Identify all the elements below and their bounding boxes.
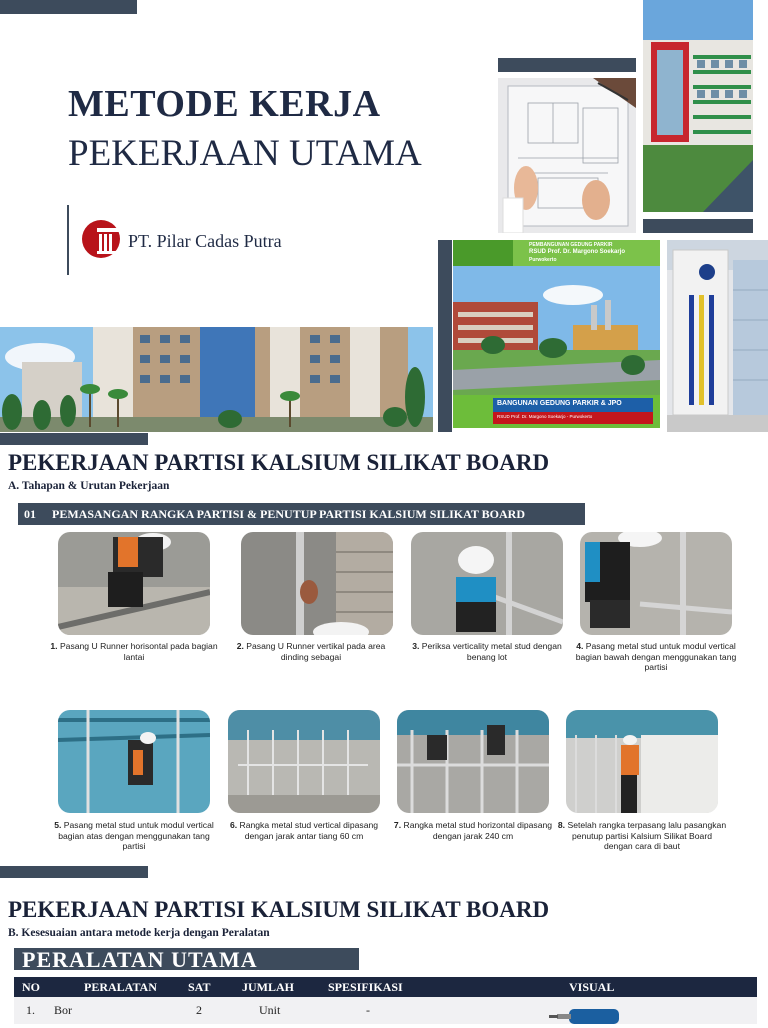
step-6-photo	[228, 710, 380, 813]
top-left-bar	[0, 0, 137, 14]
step-3-caption: 3. Periksa verticality metal stud dengan benang lot	[412, 641, 562, 662]
section2-title: PEKERJAAN PARTISI KALSIUM SILIKAT BOARD	[8, 897, 550, 922]
hospital-building-photo	[643, 0, 753, 212]
cell-spesifikasi: -	[366, 1003, 370, 1017]
section-divider-bar	[0, 866, 148, 878]
step-7-caption: 7. Rangka metal stud horizontal dipasang dengan jarak 240 cm	[393, 820, 553, 841]
hospital-facade-photo	[667, 240, 768, 432]
cover-title-line2: PEKERJAAN UTAMA	[68, 133, 422, 174]
step-8-photo	[566, 710, 718, 813]
step-3-photo	[411, 532, 563, 635]
step-banner	[18, 503, 585, 525]
step-8-caption: 8. Setelah rangka terpasang lalu pasangkan penutup partisi Kalsium Silikat Board dengan cara di baut	[557, 820, 727, 851]
step-4-caption: 4. Pasang metal stud untuk modul vertical bagian bawah dengan menggunakan tang partisi	[575, 641, 737, 672]
section1-title: PEKERJAAN PARTISI KALSIUM SILIKAT BOARD	[8, 450, 550, 475]
company-name: PT. Pilar Cadas Putra	[128, 231, 282, 251]
cell-no: 1.	[26, 1003, 35, 1017]
section2-subtitle: B. Kesesuaian antara metode kerja dengan Peralatan	[8, 927, 270, 939]
step-5-photo	[58, 710, 210, 813]
company-logo	[81, 219, 121, 259]
col-visual: VISUAL	[569, 980, 615, 994]
bottom-left-bar	[0, 433, 148, 445]
step-banner-text: PEMASANGAN RANGKA PARTISI & PENUTUP PARTISI KALSIUM SILIKAT BOARD	[52, 507, 525, 521]
drill-icon	[549, 1005, 629, 1024]
col-no: NO	[22, 980, 40, 994]
render-header-line3: Purwokerto	[529, 257, 557, 263]
cell-sat: 2	[196, 1003, 202, 1017]
step-1-photo	[58, 532, 210, 635]
equipment-table-header	[14, 977, 757, 997]
blueprint-photo	[498, 78, 636, 233]
step-2-photo	[241, 532, 393, 635]
photo-accent-bar-1	[498, 58, 636, 72]
photo-accent-bar-2	[643, 219, 753, 233]
pillar-logo-icon	[81, 219, 121, 259]
col-jumlah: JUMLAH	[242, 980, 294, 994]
step-5-caption: 5. Pasang metal stud untuk modul vertical bagian atas dengan menggunakan tang partisi	[54, 820, 214, 851]
section1-subtitle: A. Tahapan & Urutan Pekerjaan	[8, 480, 170, 492]
step-7-photo	[397, 710, 549, 813]
step-1-caption: 1. Pasang U Runner horisontal pada bagian lantai	[50, 641, 218, 662]
cover-title-line1: METODE KERJA	[68, 83, 381, 125]
apartment-panorama-photo	[0, 327, 433, 432]
render-header-line2: RSUD Prof. Dr. Margono Soekarjo	[529, 249, 626, 255]
title-divider	[67, 205, 69, 275]
cell-jumlah: Unit	[259, 1003, 281, 1017]
parking-building-render	[453, 240, 660, 428]
table-row	[14, 997, 757, 1024]
photo-accent-bar-3	[438, 240, 452, 432]
step-2-caption: 2. Pasang U Runner vertikal pada area dinding sebagai	[236, 641, 386, 662]
col-spesifikasi: SPESIFIKASI	[328, 980, 403, 994]
step-banner-number: 01	[24, 507, 36, 521]
col-peralatan: PERALATAN	[84, 980, 157, 994]
render-footer-line2: RSUD Prof. Dr. Margono Soekarjo - Purwokerto	[497, 414, 593, 419]
render-footer-line1: BANGUNAN GEDUNG PARKIR & JPO	[497, 400, 622, 407]
step-6-caption: 6. Rangka metal stud vertical dipasang dengan jarak antar tiang 60 cm	[229, 820, 379, 841]
step-4-photo	[580, 532, 732, 635]
cell-peralatan: Bor	[54, 1003, 72, 1017]
col-sat: SAT	[188, 980, 211, 994]
equipment-banner: PERALATAN UTAMA	[14, 948, 359, 970]
render-header-line1: PEMBANGUNAN GEDUNG PARKIR	[529, 242, 613, 248]
